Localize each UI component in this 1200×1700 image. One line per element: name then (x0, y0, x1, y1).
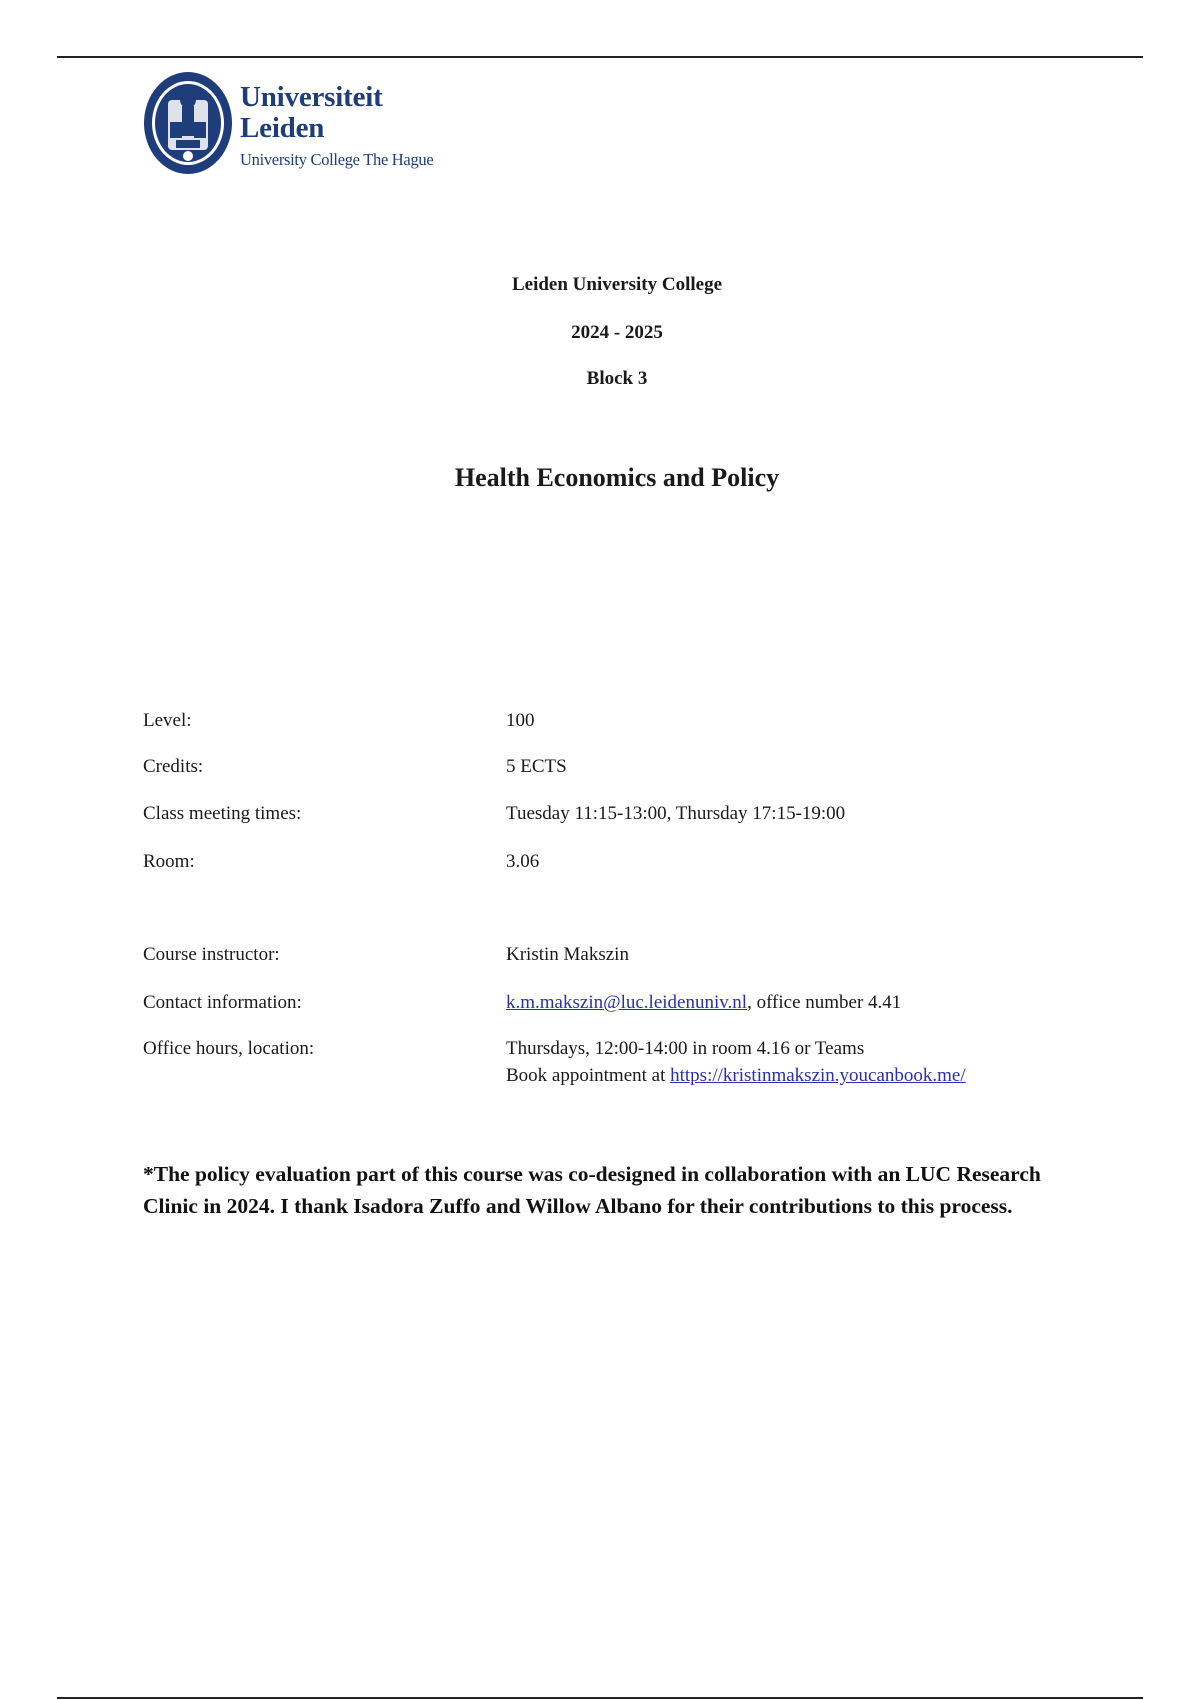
office-hours-label: Office hours, location: (143, 1038, 315, 1059)
college-name: Leiden University College (511, 274, 723, 295)
times-label: Class meeting times: (143, 803, 302, 824)
academic-year: 2024 - 2025 (571, 322, 663, 343)
contact-value (506, 989, 1126, 1016)
room-value: 3.06 (506, 851, 540, 872)
level-label: Level: (143, 710, 192, 731)
logo-line-leiden: Leiden (240, 112, 325, 144)
times-value: Tuesday 11:15-13:00, Thursday 17:15-19:00 (506, 803, 846, 824)
instructor-label: Course instructor: (143, 944, 280, 965)
office-number: , office number 4.41 (747, 992, 902, 1013)
university-logo (142, 70, 462, 180)
office-hours-time: Thursdays, 12:00-14:00 in room 4.16 or Teams (506, 1038, 865, 1059)
credits-value: 5 ECTS (506, 756, 567, 777)
booking-link[interactable]: https://kristinmakszin.youcanbook.me/ (670, 1065, 966, 1086)
block-label: Block 3 (586, 368, 648, 389)
level-value: 100 (506, 710, 535, 731)
instructor-value: Kristin Makszin (506, 944, 629, 965)
office-hours-value (506, 1035, 1126, 1089)
top-rule (57, 56, 1143, 58)
credits-label: Credits: (143, 756, 204, 777)
bottom-rule (57, 1697, 1143, 1699)
email-link[interactable]: k.m.makszin@luc.leidenuniv.nl (506, 992, 748, 1013)
booking-prefix: Book appointment at (506, 1065, 671, 1086)
logo-line-universiteit: Universiteit (240, 81, 383, 113)
collaboration-note: *The policy evaluation part of this course was co-designed in collaboration with an LUC Research Clinic in 2024. I thank Isadora Zuffo and Willow Albano for their contributions to this process. (143, 1162, 1041, 1218)
contact-label: Contact information: (143, 992, 302, 1013)
room-label: Room: (143, 851, 195, 872)
logo-line-college: University College The Hague (240, 150, 434, 169)
university-seal-icon (142, 70, 234, 176)
course-title: Health Economics and Policy (454, 463, 780, 492)
